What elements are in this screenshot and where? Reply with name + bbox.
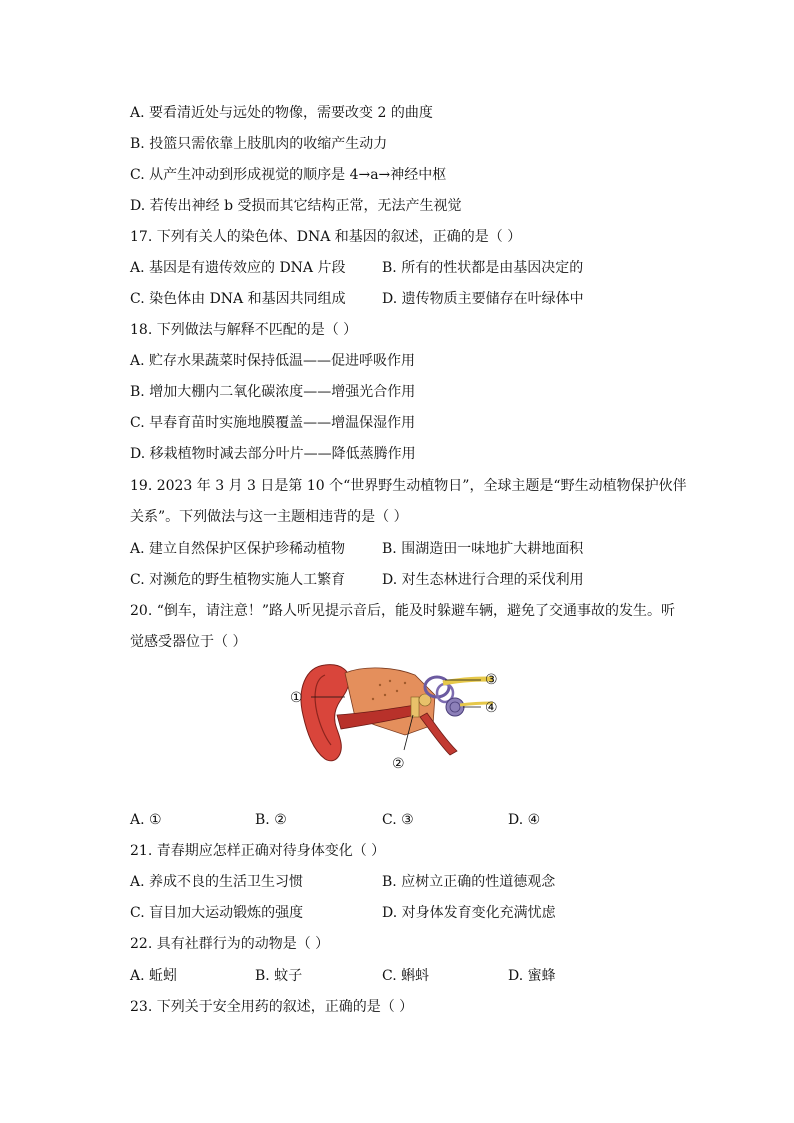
- q20-option-c: C. ③: [382, 812, 414, 828]
- q23-stem: 23. 下列关于安全用药的叙述，正确的是（ ）: [130, 999, 414, 1015]
- q21-option-a: A. 养成不良的生活卫生习惯: [130, 874, 304, 890]
- q16-option-a: A. 要看清近处与远处的物像，需要改变 2 的曲度: [130, 105, 433, 121]
- callout-label-3: ③: [485, 672, 498, 688]
- q22-option-d: D. 蜜蜂: [508, 968, 556, 984]
- q17-option-a: A. 基因是有遗传效应的 DNA 片段: [130, 260, 346, 276]
- q18-option-b: B. 增加大棚内二氧化碳浓度——增强光合作用: [130, 384, 416, 400]
- q19-stem-line1: 19. 2023 年 3 月 3 日是第 10 个“世界野生动植物日”，全球主题是“野生动植物保护伙伴: [130, 478, 687, 494]
- q18-stem: 18. 下列做法与解释不匹配的是（ ）: [130, 322, 358, 338]
- q19-option-d: D. 对生态林进行合理的采伐利用: [382, 572, 584, 588]
- q20-option-d: D. ④: [508, 812, 541, 828]
- q21-option-d: D. 对身体发育变化充满忧虑: [382, 905, 556, 921]
- q17-stem: 17. 下列有关人的染色体、DNA 和基因的叙述，正确的是（ ）: [130, 229, 522, 245]
- q22-option-a: A. 蚯蚓: [130, 968, 178, 984]
- q20-option-a: A. ①: [130, 812, 162, 828]
- eustachian-tube-shape: [420, 713, 457, 755]
- q22-option-c: C. 蝌蚪: [382, 968, 430, 984]
- q20-stem-line1: 20. “倒车，请注意！”路人听见提示音后，能及时躲避车辆，避免了交通事故的发生。听: [130, 603, 676, 619]
- q19-option-b: B. 围湖造田一味地扩大耕地面积: [382, 541, 584, 557]
- q19-option-a: A. 建立自然保护区保护珍稀动植物: [130, 541, 346, 557]
- cochlea-shape: [446, 698, 464, 716]
- q18-option-d: D. 移栽植物时减去部分叶片——降低蒸腾作用: [130, 446, 416, 462]
- callout-label-4: ④: [485, 700, 498, 716]
- q22-option-b: B. 蚊子: [255, 968, 303, 984]
- q16-option-b: B. 投篮只需依靠上肢肌肉的收缩产生动力: [130, 136, 388, 152]
- callout-label-2: ②: [392, 756, 405, 772]
- q22-stem: 22. 具有社群行为的动物是（ ）: [130, 936, 330, 952]
- q20-option-b: B. ②: [255, 812, 287, 828]
- q17-option-d: D. 遗传物质主要储存在叶绿体中: [382, 291, 584, 307]
- q21-option-b: B. 应树立正确的性道德观念: [382, 874, 556, 890]
- q17-option-b: B. 所有的性状都是由基因决定的: [382, 260, 584, 276]
- q18-option-a: A. 贮存水果蔬菜时保持低温——促进呼吸作用: [130, 353, 416, 369]
- q18-option-c: C. 早春育苗时实施地膜覆盖——增温保湿作用: [130, 415, 416, 431]
- q16-option-c: C. 从产生冲动到形成视觉的顺序是 4→a→神经中枢: [130, 167, 447, 183]
- callout-label-1: ①: [290, 690, 303, 706]
- q19-stem-line2: 关系”。下列做法与这一主题相违背的是（ ）: [130, 509, 408, 525]
- auricle-shape: [301, 665, 349, 761]
- q21-option-c: C. 盲目加大运动锻炼的强度: [130, 905, 304, 921]
- q17-option-c: C. 染色体由 DNA 和基因共同组成: [130, 291, 346, 307]
- q16-option-d: D. 若传出神经 b 受损而其它结构正常，无法产生视觉: [130, 198, 462, 214]
- q19-option-c: C. 对濒危的野生植物实施人工繁育: [130, 572, 346, 588]
- q20-stem-line2: 觉感受器位于（ ）: [130, 634, 247, 650]
- q21-stem: 21. 青春期应怎样正确对待身体变化（ ）: [130, 843, 386, 859]
